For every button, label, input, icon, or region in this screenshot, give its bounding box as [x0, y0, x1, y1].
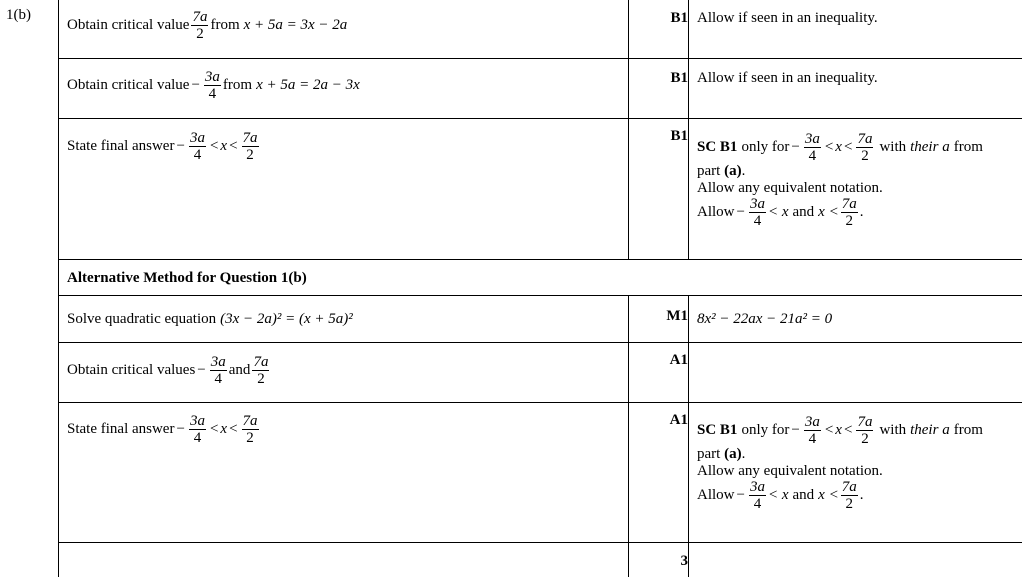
- minus-sign: −: [791, 139, 800, 155]
- equation: x + 5a = 2a − 3x: [256, 77, 360, 93]
- minus-sign: −: [176, 138, 185, 154]
- period: .: [859, 204, 864, 220]
- answer-text: Obtain critical value: [67, 77, 190, 93]
- lt-x: < x: [767, 487, 789, 503]
- equation: (3x − 2a)² = (x + 5a)²: [220, 311, 353, 327]
- alt-row2-answer: [67, 355, 271, 386]
- with-word: with: [879, 422, 907, 438]
- answer-text: Obtain critical values: [67, 362, 196, 378]
- and-word: and: [228, 362, 251, 378]
- fraction: [242, 414, 259, 445]
- fraction-numerator: 7a: [841, 196, 857, 212]
- less-than: <: [824, 139, 834, 155]
- fraction-numerator: 3a: [804, 414, 820, 430]
- sc-label: SC B1: [697, 422, 738, 438]
- fraction-numerator: 7a: [242, 413, 258, 429]
- fraction-numerator: 3a: [804, 131, 820, 147]
- grid-line: [58, 402, 1022, 403]
- allow-line: [697, 197, 983, 228]
- fraction: [749, 197, 766, 228]
- main-row1-mark: B1: [670, 10, 688, 26]
- their-a: their a: [910, 422, 950, 438]
- special-case-line: [697, 415, 983, 446]
- answer-text: Obtain critical value: [67, 17, 190, 33]
- main-row2-mark: B1: [670, 70, 688, 86]
- total-mark: 3: [680, 553, 688, 569]
- minus-sign: −: [176, 421, 185, 437]
- fraction-denominator: 4: [208, 86, 217, 102]
- main-row2-guidance: Allow if seen in an inequality.: [697, 70, 878, 86]
- variable-x: x: [835, 139, 842, 155]
- fraction-denominator: 2: [246, 430, 254, 446]
- part-label: (a): [724, 446, 742, 462]
- fraction-denominator: 2: [246, 147, 254, 163]
- from-word: from: [953, 422, 983, 438]
- fraction: [204, 70, 221, 101]
- fraction-denominator: 2: [845, 496, 853, 512]
- alt-row2-mark: A1: [669, 352, 688, 368]
- grid-line: [58, 259, 1022, 260]
- alt-row3-mark: A1: [669, 412, 688, 428]
- alt-row1-mark: M1: [666, 308, 688, 324]
- x-lt: x <: [818, 487, 839, 503]
- part-suffix: .: [741, 163, 746, 179]
- allow-word: Allow: [697, 204, 735, 220]
- grid-line: [58, 58, 1022, 59]
- question-label: 1(b): [6, 7, 31, 23]
- period: .: [859, 487, 864, 503]
- fraction-numerator: 3a: [210, 354, 226, 370]
- x-lt: x <: [818, 204, 839, 220]
- alt-row3-guidance: [697, 415, 983, 511]
- fraction-numerator: 3a: [204, 69, 220, 85]
- main-row3-guidance: [697, 132, 983, 228]
- grid-line: [58, 118, 1022, 119]
- equivalent-notation: Allow any equivalent notation.: [697, 180, 883, 196]
- fraction: [856, 132, 873, 163]
- less-than: <: [229, 138, 238, 154]
- alt-method-heading: Alternative Method for Question 1(b): [67, 270, 307, 286]
- less-than: <: [209, 138, 219, 154]
- fraction: [189, 414, 206, 445]
- fraction-denominator: 2: [257, 371, 265, 387]
- fraction-denominator: 4: [753, 213, 762, 229]
- fraction-numerator: 3a: [749, 196, 765, 212]
- fraction: [804, 132, 821, 163]
- fraction-denominator: 2: [196, 26, 204, 42]
- alt-row1-answer: [67, 311, 353, 328]
- minus-sign: −: [736, 204, 745, 220]
- part-prefix: part: [697, 446, 721, 462]
- less-than: <: [824, 422, 834, 438]
- from-word: from: [222, 77, 253, 93]
- fraction-numerator: 3a: [749, 479, 765, 495]
- grid-line: [58, 342, 1022, 343]
- answer-text: State final answer: [67, 421, 175, 437]
- fraction: [841, 480, 858, 511]
- their-a: their a: [910, 139, 950, 155]
- from-word: from: [210, 17, 240, 33]
- fraction: [210, 355, 227, 386]
- minus-sign: −: [197, 362, 206, 378]
- variable-x: x: [220, 421, 228, 437]
- grid-line: [58, 542, 1022, 543]
- fraction-denominator: 4: [808, 148, 817, 164]
- less-than: <: [843, 422, 853, 438]
- part-line: [697, 446, 983, 463]
- fraction-denominator: 4: [193, 430, 202, 446]
- fraction: [804, 415, 821, 446]
- equation: x + 5a = 3x − 2a: [243, 17, 348, 33]
- grid-line: [58, 295, 1022, 296]
- less-than: <: [209, 421, 219, 437]
- fraction: [856, 415, 873, 446]
- main-row1-answer: [67, 10, 347, 41]
- fraction: [841, 197, 858, 228]
- part-prefix: part: [697, 163, 721, 179]
- fraction-numerator: 3a: [189, 413, 205, 429]
- fraction: [189, 131, 206, 162]
- fraction-numerator: 7a: [857, 414, 873, 430]
- main-row1-guidance: Allow if seen in an inequality.: [697, 10, 878, 26]
- fraction-denominator: 4: [753, 496, 762, 512]
- and-word: and: [792, 204, 815, 220]
- only-for-text: only for: [741, 422, 790, 438]
- fraction-denominator: 2: [845, 213, 853, 229]
- allow-line: [697, 480, 983, 511]
- main-row3-answer: [67, 131, 261, 162]
- grid-line: [628, 295, 629, 577]
- fraction-numerator: 7a: [242, 130, 258, 146]
- part-line: [697, 163, 983, 180]
- fraction-numerator: 7a: [192, 9, 208, 25]
- fraction-numerator: 7a: [841, 479, 857, 495]
- variable-x: x: [220, 138, 228, 154]
- lt-x: < x: [767, 204, 789, 220]
- grid-line: [688, 0, 689, 259]
- minus-sign: −: [791, 422, 800, 438]
- and-word: and: [792, 487, 815, 503]
- part-suffix: .: [741, 446, 746, 462]
- grid-line: [688, 295, 689, 577]
- answer-text: State final answer: [67, 138, 175, 154]
- fraction: [242, 131, 259, 162]
- main-row2-answer: [67, 70, 360, 101]
- minus-sign: −: [191, 77, 200, 93]
- alt-row3-answer: [67, 414, 261, 445]
- special-case-line: [697, 132, 983, 163]
- answer-text: Solve quadratic equation: [67, 311, 217, 327]
- alt-row1-guidance: 8x² − 22ax − 21a² = 0: [697, 311, 833, 327]
- fraction: [191, 10, 208, 41]
- fraction-denominator: 4: [808, 431, 817, 447]
- part-label: (a): [724, 163, 742, 179]
- less-than: <: [843, 139, 853, 155]
- fraction-numerator: 7a: [253, 354, 269, 370]
- fraction-denominator: 2: [861, 431, 869, 447]
- fraction-numerator: 3a: [189, 130, 205, 146]
- fraction-numerator: 7a: [857, 131, 873, 147]
- sc-label: SC B1: [697, 139, 738, 155]
- with-word: with: [879, 139, 907, 155]
- allow-word: Allow: [697, 487, 735, 503]
- variable-x: x: [835, 422, 842, 438]
- fraction-denominator: 4: [214, 371, 223, 387]
- fraction-denominator: 4: [193, 147, 202, 163]
- grid-line: [58, 0, 59, 577]
- minus-sign: −: [736, 487, 745, 503]
- fraction-denominator: 2: [861, 148, 869, 164]
- main-row3-mark: B1: [670, 128, 688, 144]
- fraction: [749, 480, 766, 511]
- equivalent-notation: Allow any equivalent notation.: [697, 463, 883, 479]
- only-for-text: only for: [741, 139, 790, 155]
- fraction: [252, 355, 269, 386]
- from-word: from: [953, 139, 983, 155]
- less-than: <: [229, 421, 238, 437]
